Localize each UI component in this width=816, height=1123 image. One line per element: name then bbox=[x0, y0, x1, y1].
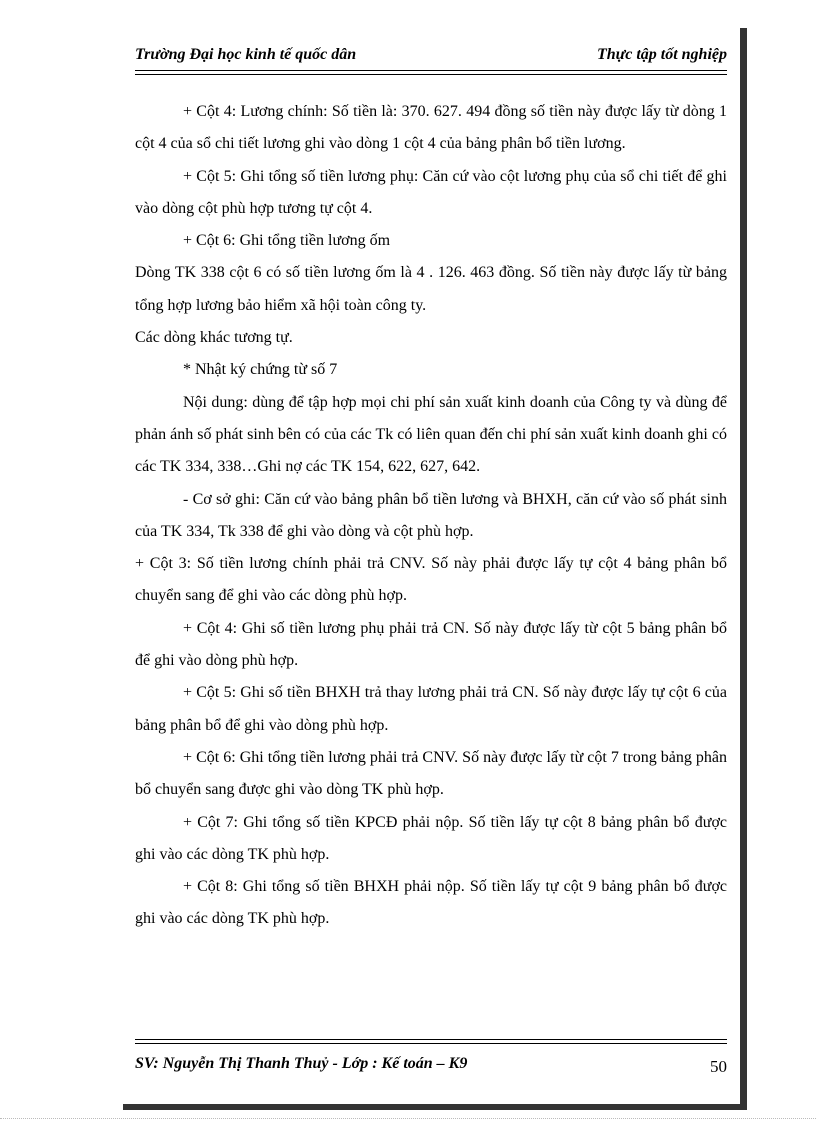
paragraph: Các dòng khác tương tự. bbox=[135, 329, 293, 347]
header-school: Trường Đại học kinh tế quốc dân bbox=[135, 46, 357, 63]
paragraph: Nội dung: dùng để tập hợp mọi chi phí sản xuất kinh doanh của Công ty và dùng để phản ánh số phát sinh bên có của các Tk có liên quan đến chi phí sản xuất kinh doanh ghi có các TK 334, 338…Ghi nợ các TK 154, 622, 627, 642. bbox=[135, 393, 727, 476]
page-number: 50 bbox=[710, 1057, 727, 1076]
paragraph: + Cột 5: Ghi tổng số tiền lương phụ: Căn cứ vào cột lương phụ của sổ chi tiết để ghi vào dòng cột phù hợp tương tự cột 4. bbox=[135, 167, 727, 217]
paragraph: + Cột 6: Ghi tổng tiền lương phải trả CNV. Số này được lấy từ cột 7 trong bảng phân bổ chuyển sang được ghi vào dòng TK phù hợp. bbox=[135, 748, 727, 799]
footer-rule-bottom bbox=[135, 1043, 727, 1044]
paragraph: Dòng TK 338 cột 6 có số tiền lương ốm là 4 . 126. 463 đồng. Số tiền này được lấy từ bảng tổng hợp lương bảo hiểm xã hội toàn công ty. bbox=[135, 264, 727, 314]
paragraph: + Cột 3: Số tiền lương chính phải trả CNV. Số này phải được lấy tự cột 4 bảng phân bổ chuyển sang để ghi vào các dòng phù hợp. bbox=[135, 555, 727, 605]
page-bottom-dotted-line bbox=[0, 1118, 816, 1119]
paragraph: + Cột 4: Lương chính: Số tiền là: 370. 627. 494 đồng số tiền này được lấy từ dòng 1 cột 4 của sổ chi tiết lương ghi vào dòng 1 cột 4 của bảng phân bổ tiền lương. bbox=[135, 103, 727, 153]
footer-student: SV: Nguyễn Thị Thanh Thuỷ - Lớp : Kế toán – K9 bbox=[135, 1055, 468, 1072]
header-rule-top bbox=[135, 70, 727, 71]
page-shadow-bottom bbox=[123, 1104, 747, 1110]
page-header bbox=[135, 46, 727, 68]
document-body bbox=[135, 96, 727, 936]
paragraph: + Cột 7: Ghi tổng số tiền KPCĐ phải nộp. Số tiền lấy tự cột 8 bảng phân bổ được ghi vào các dòng TK phù hợp. bbox=[135, 813, 727, 863]
page-footer bbox=[135, 1055, 727, 1079]
paragraph: - Cơ sở ghi: Căn cứ vào bảng phân bổ tiền lương và BHXH, căn cứ vào số phát sinh của TK 334, Tk 338 để ghi vào dòng và cột phù hợp. bbox=[135, 490, 727, 540]
paragraph: + Cột 6: Ghi tổng tiền lương ốm bbox=[183, 232, 391, 250]
paragraph: + Cột 4: Ghi số tiền lương phụ phải trả CN. Số này được lấy từ cột 5 bảng phân bổ để ghi vào dòng phù hợp. bbox=[135, 619, 727, 670]
header-rule-bottom bbox=[135, 74, 727, 75]
paragraph: * Nhật ký chứng từ số 7 bbox=[183, 361, 338, 379]
footer-rule-top bbox=[135, 1039, 727, 1040]
page-shadow-right bbox=[740, 28, 747, 1110]
paragraph: + Cột 8: Ghi tổng số tiền BHXH phải nộp. Số tiền lấy tự cột 9 bảng phân bổ được ghi vào các dòng TK phù hợp. bbox=[135, 878, 727, 928]
paragraph: + Cột 5: Ghi số tiền BHXH trả thay lương phải trả CN. Số này được lấy tự cột 6 của bảng phân bổ để ghi vào dòng phù hợp. bbox=[135, 684, 727, 734]
header-title: Thực tập tốt nghiệp bbox=[596, 46, 727, 63]
